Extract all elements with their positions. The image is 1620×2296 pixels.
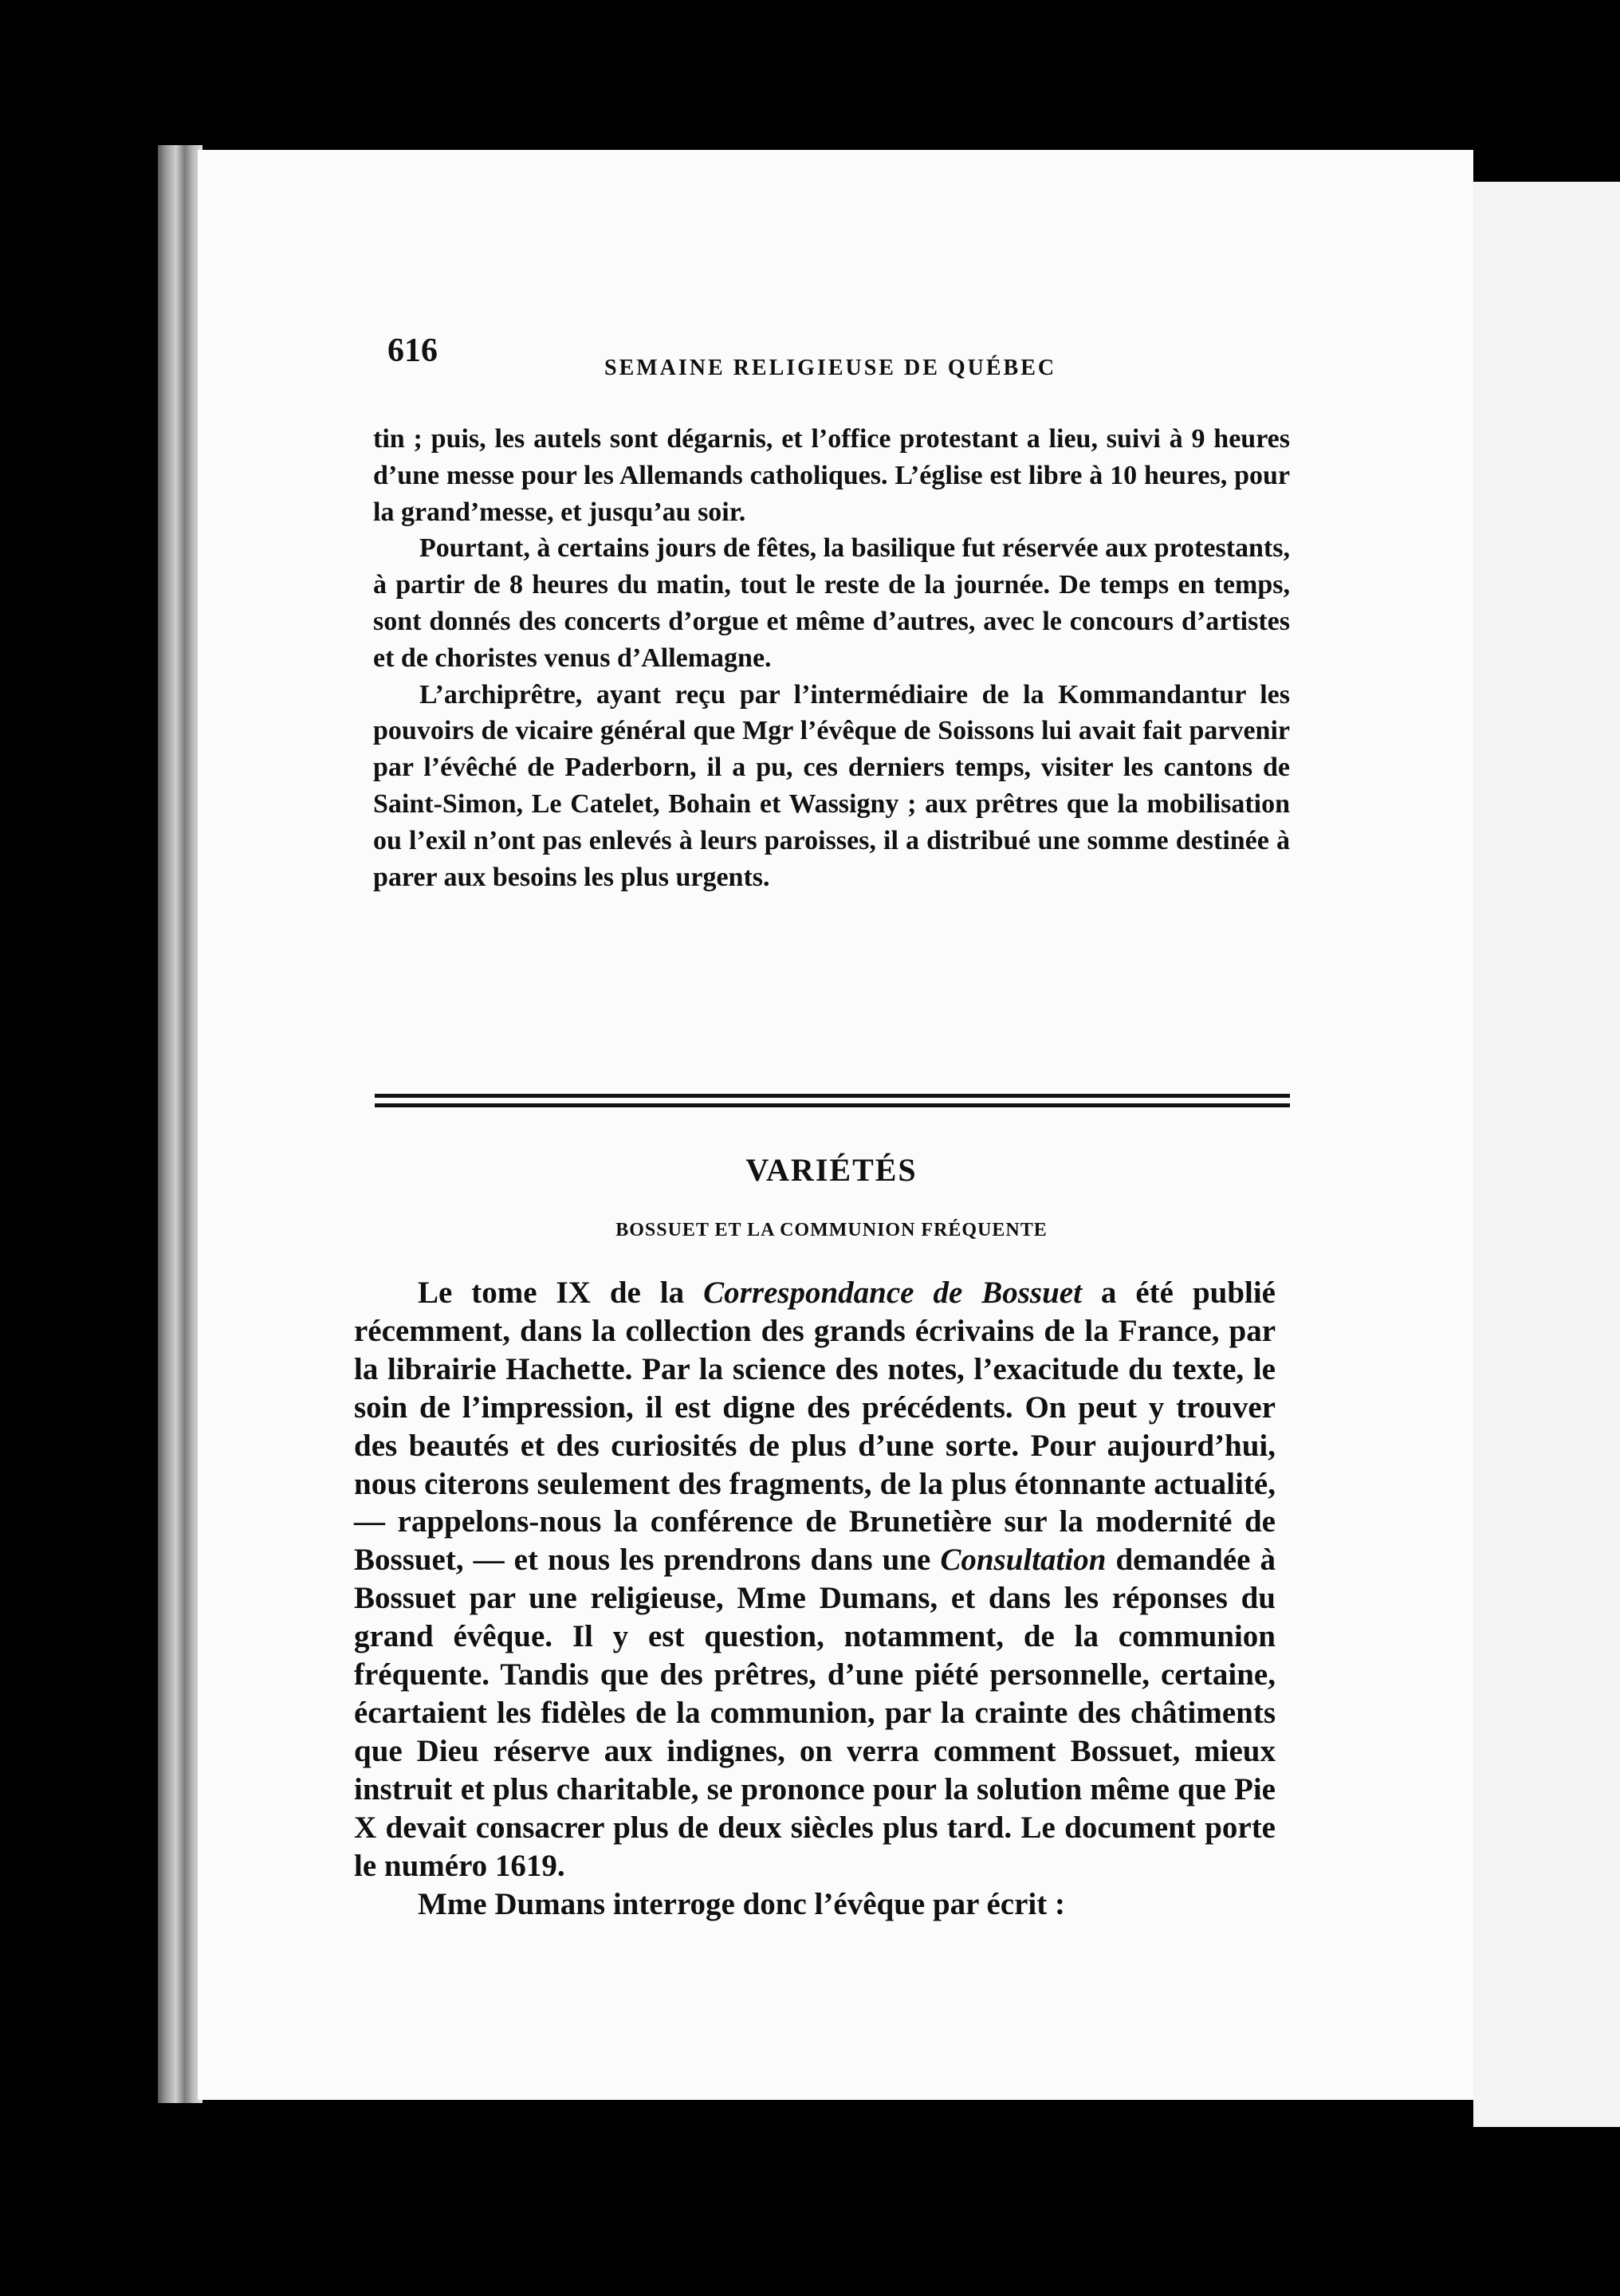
running-head: SEMAINE RELIGIEUSE DE QUÉBEC	[604, 356, 1057, 380]
page-number: 616	[387, 332, 438, 369]
book-spine-edge	[158, 145, 202, 2103]
italic-title: Correspondance de Bossuet	[703, 1276, 1082, 1310]
scanned-page	[198, 150, 1473, 2100]
text-run: demandée à Bossuet par une religieuse, Mme Dumans, et dans les réponses du grand évêque. Il y est question, notamment, de la communion fréquente. Tandis que des prêtres, d’une piété personnelle, certaine, écartaient les fidèles de la communion, par la crainte des châtiments que Dieu réserve aux indignes, on verra comment Bossuet, mieux instruit et plus charitable, se prononce pour la solution même que Pie X devait consacrer plus de deux siècles plus tard. Le document porte le numéro 1619.	[354, 1543, 1276, 1883]
section-title: VARIÉTÉS	[745, 1152, 918, 1188]
facing-page	[1473, 182, 1620, 2127]
paragraph: tin ; puis, les autels sont dégarnis, et l’office protestant a lieu, suivi à 9 heures d’une messe pour les Allemands catholiques. L’église est libre à 10 heures, pour la grand’messe, et jusqu’au soir.	[373, 424, 1290, 527]
text-run: Le tome IX de la	[418, 1276, 704, 1310]
divider-rule	[375, 1094, 1290, 1098]
paragraph: L’archiprêtre, ayant reçu par l’intermédiaire de la Kommandantur les pouvoirs de vicaire général que Mgr l’évêque de Soissons lui avait fait parvenir par l’évêché de Paderborn, il a pu, ces derniers temps, visiter les cantons de Saint-Simon, Le Catelet, Bohain et Wassigny ; aux prêtres que la mobilisation ou l’exil n’ont pas enlevés à leurs paroisses, il a distribué une somme destinée à parer aux besoins les plus urgents.	[373, 679, 1290, 892]
paragraph: Pourtant, à certains jours de fêtes, la basilique fut réservée aux protestants, à partir de 8 heures du matin, tout le reste de la journée. De temps en temps, sont donnés des concerts d’orgue et même d’autres, avec le concours d’artistes et de choristes venus d’Allemagne.	[373, 533, 1290, 673]
paragraph: Mme Dumans interroge donc l’évêque par écrit :	[418, 1886, 1065, 1921]
italic-term: Consultation	[940, 1543, 1107, 1578]
divider-rule	[375, 1103, 1290, 1107]
text-run: a été publié récemment, dans la collection des grands écrivains de la France, par la librairie Hachette. Par la science des notes, l’exacitude du texte, le soin de l’impression, il est digne des précédents. On peut y trouver des beautés et des curiosités de plus d’une sorte. Pour aujourd’hui, nous citerons seulement des fragments, de la plus étonnante actualité, — rappelons-nous la conférence de Brunetière sur la modernité de Bossuet, — et nous les prendrons dans une	[354, 1276, 1276, 1578]
article-title: BOSSUET ET LA COMMUNION FRÉQUENTE	[615, 1220, 1048, 1240]
article-text-block	[354, 1274, 1276, 1923]
top-text-block	[373, 421, 1290, 895]
section-divider	[375, 1094, 1290, 1113]
paragraph	[354, 1274, 1276, 1885]
